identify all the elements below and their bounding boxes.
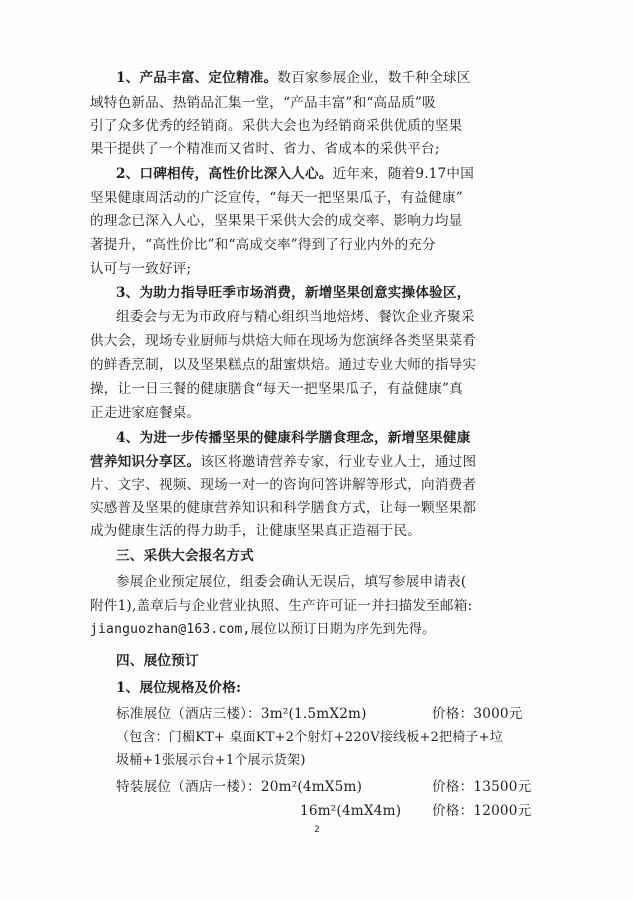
paragraph-3-line-3: 的鲜香烹制，以及坚果糕点的甜蜜烘焙。通过专业大师的指导实 <box>90 357 477 373</box>
section-3-line-2: 附件1),盖章后与企业营业执照、生产许可证一并扫描发至邮箱: <box>90 598 473 614</box>
paragraph-1-heading: 1、产品丰富、定位精准。 <box>116 70 278 86</box>
standard-booth-label: 标准展位（酒店三楼）：3m²(1.5mX2m) <box>116 706 367 722</box>
paragraph-1-line-3: 引了众多优秀的经销商。采供大会也为经销商采供优质的坚果 <box>90 118 463 134</box>
paragraph-2-line-2: 坚果健康周活动的广泛宣传，“每天一把坚果瓜子，有益健康” <box>90 190 463 206</box>
paragraph-2-heading: 2、口碑相传，高性价比深入人心。 <box>116 166 333 182</box>
section-4-title: 四、展位预订 <box>116 653 199 669</box>
section-3-title: 三、采供大会报名方式 <box>116 548 254 564</box>
standard-booth-includes-1: （包含：门楣KT+ 桌面KT+2个射灯+220V接线板+2把椅子+垃 <box>116 730 503 745</box>
special-booth-label: 特装展位（酒店一楼）：20m²(4mX5m) <box>116 779 363 795</box>
paragraph-1-line-1: 1、产品丰富、定位精准。数百家参展企业，数千种全球区 <box>116 70 471 86</box>
paragraph-2-line-4: 著提升，“高性价比”和“高成交率”得到了行业内外的充分 <box>90 237 436 253</box>
page-number: 2 <box>314 825 320 835</box>
paragraph-3-line-4: 操，让一日三餐的健康膳食“每天一把坚果瓜子，有益健康”真 <box>90 381 463 397</box>
standard-booth-includes-2: 圾桶+1张展示台+1个展示货架) <box>116 753 306 768</box>
paragraph-4-heading: 4、为进一步传播坚果的健康科学膳食理念，新增坚果健康 <box>116 430 471 446</box>
paragraph-3-line-2: 供大会，现场专业厨师与烘焙大师在现场为您演绎各类坚果菜肴 <box>90 333 477 349</box>
paragraph-3-line-5: 正走进家庭餐桌。 <box>90 405 201 421</box>
section-3-email-line: jianguozhan@163.com,展位以预订日期为序先到先得。 <box>90 622 436 637</box>
booth-spec-subtitle: 1、展位规格及价格: <box>116 680 242 696</box>
paragraph-4-line-4: 实感普及坚果的健康营养知识和科学膳食方式，让每一颗坚果都 <box>90 500 477 516</box>
paragraph-3-line-1: 组委会与无为市政府与精心组织当地焙烤、餐饮企业齐聚采 <box>116 309 475 325</box>
paragraph-1-line-4: 果干提供了一个精准而又省时、省力、省成本的采供平台; <box>90 141 440 157</box>
paragraph-2-line-1: 2、口碑相传，高性价比深入人心。近年来，随着9.17中国 <box>116 166 474 182</box>
paragraph-3-heading: 3、为助力指导旺季市场消费，新增坚果创意实操体验区， <box>116 285 471 301</box>
paragraph-1-line-2: 域特色新品、热销品汇集一堂，“产品丰富”和“高品质”吸 <box>90 95 436 111</box>
paragraph-4-heading-cont: 营养知识分享区。 <box>90 454 201 470</box>
paragraph-4-line-3: 片、文字、视频、现场一对一的咨询问答讲解等形式，向消费者 <box>90 477 477 493</box>
section-3-line-1: 参展企业预定展位，组委会确认无误后，填写参展申请表( <box>116 574 467 590</box>
special-booth-price-1: 价格：13500元 <box>432 779 532 795</box>
standard-booth-price: 价格：3000元 <box>432 706 523 722</box>
special-booth-price-2: 价格：12000元 <box>432 803 532 819</box>
paragraph-4-line-2: 营养知识分享区。该区将邀请营养专家，行业专业人士，通过图 <box>90 454 477 470</box>
paragraph-2-line-3: 的理念已深入人心，坚果果干采供大会的成交率、影响力均显 <box>90 213 463 229</box>
special-booth-size-2: 16m²(4mX4m) <box>300 803 402 819</box>
paragraph-4-line-5: 成为健康生活的得力助手，让健康坚果真正造福于民。 <box>90 523 422 539</box>
paragraph-2-line-5: 认可与一致好评; <box>90 261 192 277</box>
